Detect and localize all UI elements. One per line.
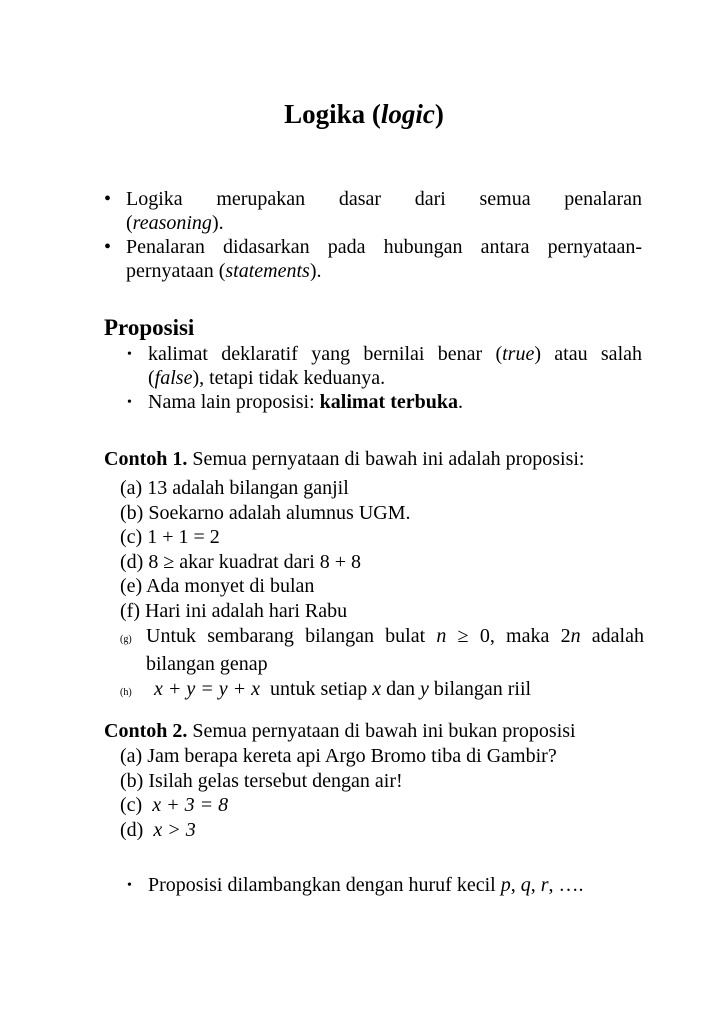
contoh-1-item-c: (c) 1 + 1 = 2 — [120, 526, 220, 549]
contoh-1-item-g — [120, 624, 644, 677]
prop-item1-a: kalimat deklaratif yang bernilai benar ( — [148, 343, 503, 365]
true-term: true — [502, 343, 535, 365]
item-h-text-a: untuk setiap — [260, 677, 373, 700]
var-n-2: n — [570, 624, 581, 647]
proposisi-item-2 — [124, 390, 642, 414]
proposisi-item-1 — [124, 342, 642, 390]
proposisi-list — [124, 342, 642, 414]
final-bullet — [124, 873, 664, 897]
contoh-1-item-d: (d) 8 ≥ akar kuadrat dari 8 + 8 — [120, 550, 362, 573]
contoh-2-item-c — [120, 793, 644, 818]
contoh-1-item-f: (f) Hari ini adalah hari Rabu — [120, 599, 348, 622]
contoh-2-text: Semua pernyataan di bawah ini bukan proposisi — [187, 720, 576, 742]
var-p: p — [500, 874, 511, 896]
item-h-expression: x + y = y + x — [154, 677, 260, 700]
intro-bullet-2 — [102, 235, 642, 283]
intro-bullet-1-line-1: • Logika merupakan dasar dari semua penalaran — [126, 188, 642, 210]
statements-term: statements — [225, 260, 310, 282]
contoh-2-item-b: (b) Isilah gelas tersebut dengan air! — [120, 769, 403, 792]
title-close: ) — [434, 99, 444, 129]
var-r: r — [540, 874, 549, 896]
contoh-1-label: Contoh 1. — [104, 448, 188, 470]
intro-bullet-2-text: Penalaran didasarkan pada hubungan antara pernyataan-pernyataan ( — [126, 236, 642, 282]
item-c-label: (c) — [120, 794, 153, 817]
prop-item1-b: ) atau salah ( — [148, 343, 642, 389]
contoh-2-list — [120, 744, 644, 842]
item-h-label: (h) — [120, 686, 132, 698]
title-italic: logic — [380, 99, 435, 129]
contoh-2-item-d — [120, 818, 644, 843]
final-text: Proposisi dilambangkan dengan huruf kecil — [148, 874, 501, 896]
contoh-1-item-a: (a) 13 adalah bilangan ganjil — [120, 477, 349, 499]
item-g-label: (g) — [120, 633, 132, 645]
var-x: x — [372, 677, 382, 700]
paren-open: ( — [126, 212, 133, 234]
paren-close: ). — [211, 212, 224, 234]
prop-item2-end: . — [457, 391, 463, 413]
item-g-text-c: adalah bilangan genap — [146, 624, 644, 676]
contoh-2-heading — [104, 719, 644, 743]
sep-2: , — [530, 874, 541, 896]
page-title — [0, 94, 728, 134]
var-n: n — [436, 624, 447, 647]
kalimat-terbuka-term: kalimat terbuka — [319, 391, 458, 413]
contoh-1-item-h — [120, 677, 644, 706]
var-q: q — [520, 874, 531, 896]
sep-1: , — [510, 874, 521, 896]
item-g-text-a: Untuk sembarang bilangan bulat — [146, 624, 437, 647]
proposisi-heading: Proposisi — [104, 315, 195, 340]
intro-bullet-1-line-2 — [126, 211, 642, 235]
intro-list — [102, 187, 642, 283]
item-d-expression: x > 3 — [153, 818, 196, 841]
reasoning-term: reasoning — [132, 212, 212, 234]
contoh-1-item-b: (b) Soekarno adalah alumnus UGM. — [120, 501, 411, 524]
final-note — [124, 873, 664, 897]
contoh-1-text: Semua pernyataan di bawah ini adalah proposisi: — [187, 448, 585, 470]
item-g-text-b: ≥ 0, maka 2 — [446, 624, 571, 647]
intro-bullet-1 — [102, 187, 642, 235]
false-term: false — [154, 367, 193, 389]
contoh-1-heading — [104, 447, 644, 471]
contoh-2-label: Contoh 2. — [104, 720, 188, 742]
intro-bullet-2-close: ). — [309, 260, 322, 282]
contoh-1-item-e: (e) Ada monyet di bulan — [120, 575, 315, 598]
contoh-2-item-a: (a) Jam berapa kereta api Argo Bromo tiba di Gambir? — [120, 745, 557, 767]
item-h-text-c: bilangan riil — [428, 677, 532, 700]
prop-item2-a: Nama lain proposisi: — [148, 391, 320, 413]
contoh-1-list — [120, 476, 644, 705]
item-c-expression: x + 3 = 8 — [152, 794, 229, 817]
final-end: , …. — [548, 874, 584, 896]
title-main: Logika ( — [284, 99, 381, 129]
prop-item1-c: ), tetapi tidak keduanya. — [192, 367, 386, 389]
var-y: y — [420, 677, 429, 700]
item-d-label: (d) — [120, 818, 154, 841]
item-h-text-b: dan — [381, 677, 420, 700]
